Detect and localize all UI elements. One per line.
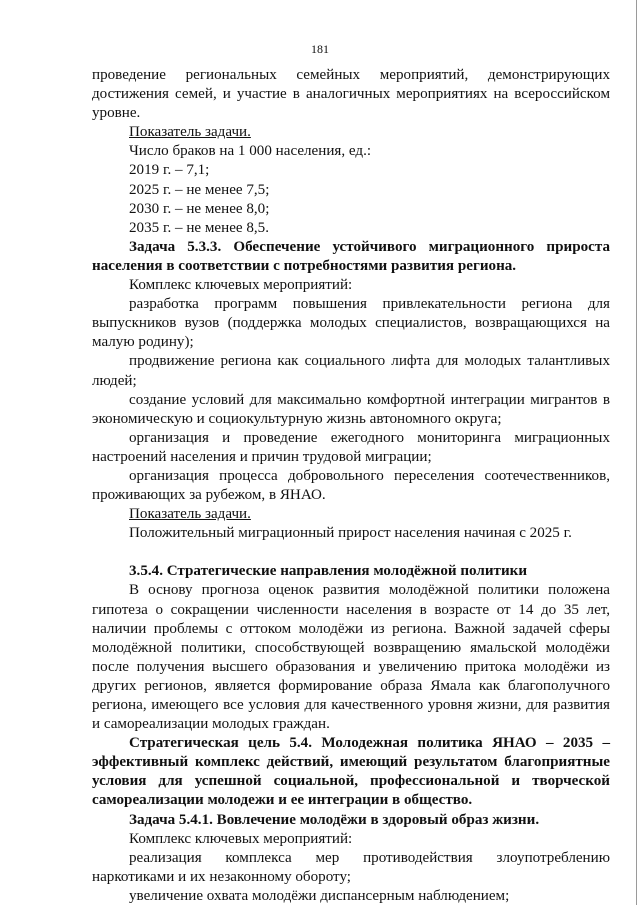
task-heading: Задача 5.3.3. Обеспечение устойчивого миграционного прироста населения в соответствии с потребностями развития региона. xyxy=(92,238,610,274)
list-item: продвижение региона как социального лифта для молодых талантливых людей; xyxy=(92,353,610,389)
measures-heading: Комплекс ключевых мероприятий: xyxy=(129,277,353,294)
indicator-heading: Показатель задачи. xyxy=(129,124,251,141)
indicator-value: 2019 г. – 7,1; xyxy=(129,162,210,179)
page-number: 181 xyxy=(311,42,329,56)
indicator-value: 2035 г. – не менее 8,5. xyxy=(129,219,270,236)
indicator-text: Положительный миграционный прирост населения начиная с 2025 г. xyxy=(129,525,572,542)
list-item: увеличение охвата молодёжи диспансерным наблюдением; xyxy=(129,887,510,904)
measures-heading: Комплекс ключевых мероприятий: xyxy=(129,830,353,847)
indicator-value: 2025 г. – не менее 7,5; xyxy=(129,181,270,198)
indicator-text: Число браков на 1 000 населения, ед.: xyxy=(129,143,372,160)
list-item: разработка программ повышения привлекательности региона для выпускников вузов (поддержка молодых специалистов, возвращающихся на малую родину); xyxy=(92,296,610,351)
document-body xyxy=(92,66,610,906)
strategic-goal: Стратегическая цель 5.4. Молодежная политика ЯНАО – 2035 – эффективный комплекс действий, имеющий результатом благоприятные условия для успешной социальной, профессиональной и творческой самореализации молодежи и ее интеграции в общество. xyxy=(92,735,610,809)
section-spacer xyxy=(92,543,610,562)
page-edge-line xyxy=(636,0,637,905)
section-heading: 3.5.4. Стратегические направления молодёжной политики xyxy=(129,563,528,580)
indicator-value: 2030 г. – не менее 8,0; xyxy=(129,200,270,217)
list-item: создание условий для максимально комфортной интеграции мигрантов в экономическую и социокультурную жизнь автономного округа; xyxy=(92,391,610,427)
paragraph-youth-policy: В основу прогноза оценок развития молодёжной политики положена гипотеза о сокращении численности населения в возрасте от 14 до 35 лет, наличии проблемы с оттоком молодёжи из региона. Важной задачей сферы молодёжной политики, способствующей возвращению ямальской молодёжи после получения высшего образования и увеличению притока молодёжи из других регионов, является формирование образа Ямала как благополучного региона, имеющего все условия для качественного уровня жизни, для развития и самореализации молодых граждан. xyxy=(92,582,610,733)
indicator-heading: Показатель задачи. xyxy=(129,506,251,523)
list-item: организация процесса добровольного переселения соотечественников, проживающих за рубежом, в ЯНАО. xyxy=(92,467,610,504)
task-heading: Задача 5.4.1. Вовлечение молодёжи в здоровый образ жизни. xyxy=(129,811,540,828)
list-item: организация и проведение ежегодного мониторинга миграционных настроений населения и причин трудовой миграции; xyxy=(92,429,610,465)
list-item: реализация комплекса мер противодействия злоупотреблению наркотиками и их незаконному обороту; xyxy=(92,849,610,885)
paragraph-family-events: проведение региональных семейных мероприятий, демонстрирующих достижения семей, и участие в аналогичных мероприятиях на всероссийском уровне. xyxy=(92,67,610,122)
